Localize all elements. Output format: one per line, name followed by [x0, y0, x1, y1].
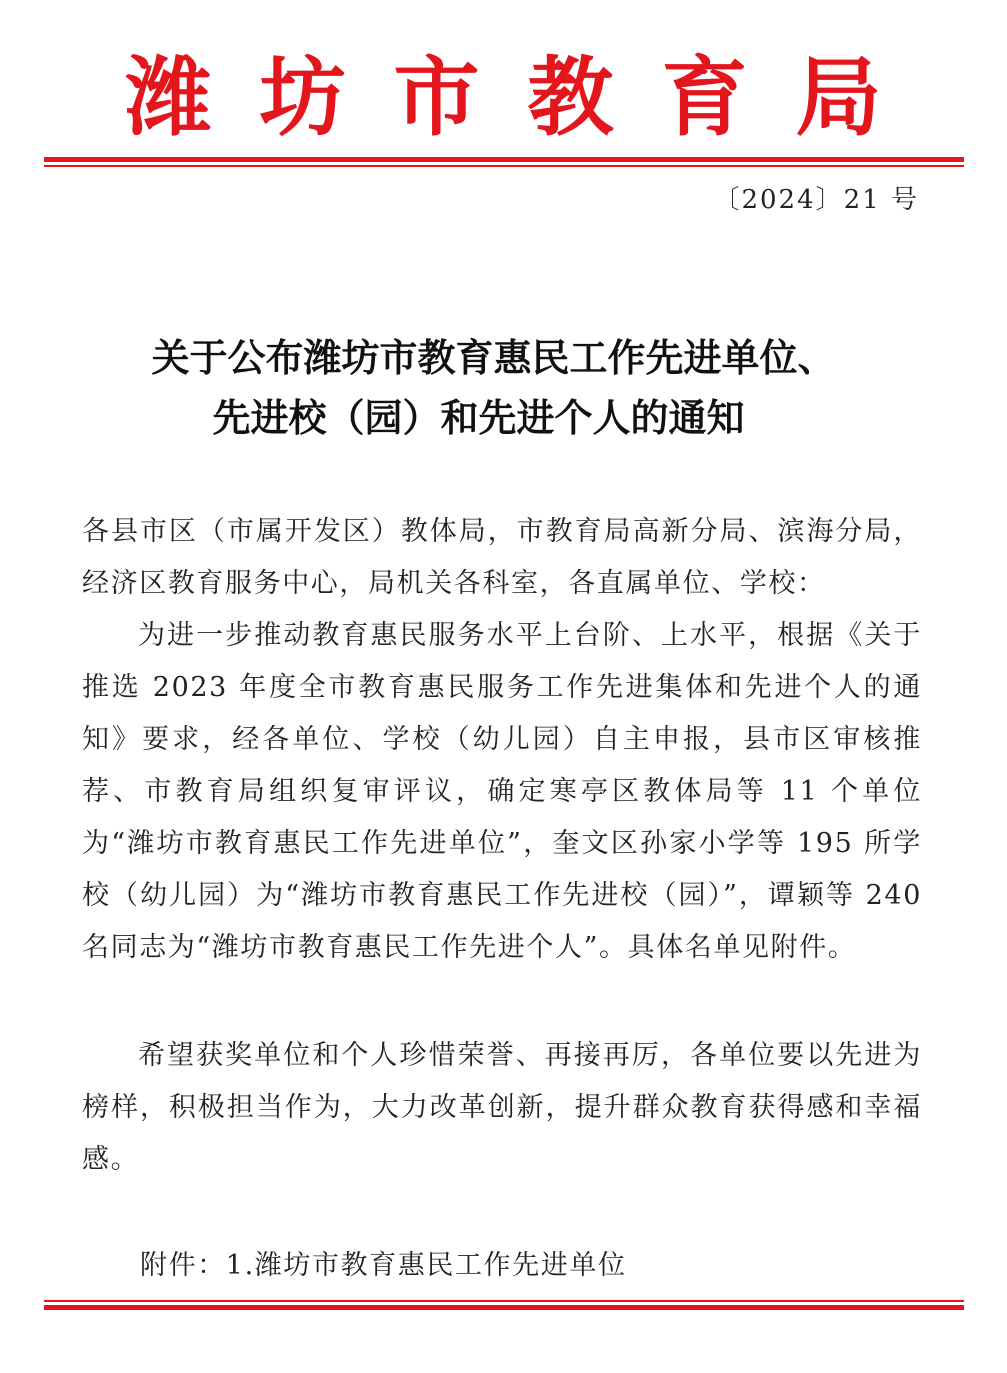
- document-title-line-1: 关于公布潍坊市教育惠民工作先进单位、: [151, 335, 836, 380]
- addressee: 各县市区（市属开发区）教体局，市教育局高新分局、滨海分局，经济区教育服务中心，局机关各科室，各直属单位、学校：: [82, 516, 922, 599]
- footer-divider-thin: [44, 1300, 964, 1302]
- header-divider-thin: [44, 165, 964, 167]
- attachment-line: 附件：1.潍坊市教育惠民工作先进单位: [140, 1250, 627, 1281]
- body-paragraph-2: 希望获奖单位和个人珍惜荣誉、再接再厉，各单位要以先进为榜样，积极担当作为，大力改革创新，提升群众教育获得感和幸福感。: [82, 1040, 922, 1175]
- issuer-masthead: 潍坊市教育局: [125, 47, 930, 148]
- document-number: 〔2024〕21 号: [713, 185, 919, 215]
- document-title-line-2: 先进校（园）和先进个人的通知: [212, 395, 745, 440]
- body-paragraph-1: 为进一步推动教育惠民服务水平上台阶、上水平，根据《关于推选 2023 年度全市教育惠民服务工作先进集体和先进个人的通知》要求，经各单位、学校（幼儿园）自主申报，县市区审核推荐、市教育局组织复审评议，确定寒亭区教体局等 11 个单位为“潍坊市教育惠民工作先进单位”，奎文区孙家小学等 195 所学校（幼儿园）为“潍坊市教育惠民工作先进校（园）”，谭颖等 240 名同志为“潍坊市教育惠民工作先进个人”。具体名单见附件。: [82, 620, 922, 963]
- header-divider-thick: [44, 157, 964, 162]
- footer-divider-thick: [44, 1305, 964, 1310]
